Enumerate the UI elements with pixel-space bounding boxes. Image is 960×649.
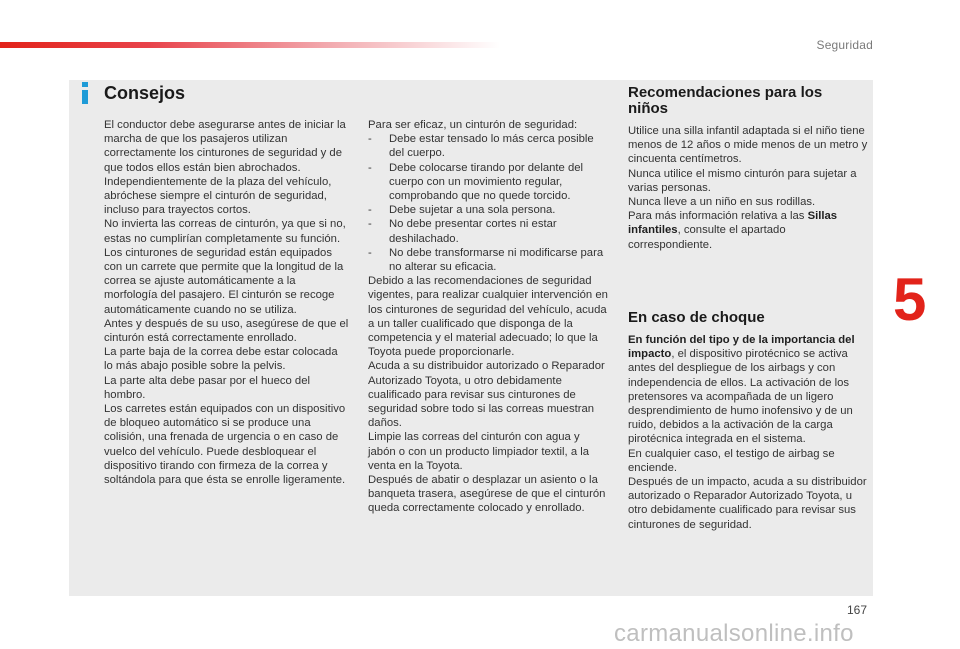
page-number: 167 xyxy=(847,603,868,617)
watermark: carmanualsonline.info xyxy=(614,620,854,647)
chapter-number: 5 xyxy=(893,266,927,333)
paragraph: La parte alta debe pasar por el hueco del hombro. xyxy=(104,374,311,401)
paragraph: Utilice una silla infantil adaptada si el niño tiene menos de 12 años o mide menos de un metro y cincuenta centímetros. xyxy=(628,125,868,166)
paragraph: En función del tipo y de la importancia del impacto, el dispositivo pirotécnico se activa antes del despliegue de los airbags y con independencia de ellos. La activación de los pretensores va acompañada de un ligero desprendimiento de humo inofensivo y de un ruido, debidos a la activación de la carga pirotécnica integrada en el sistema. xyxy=(628,334,855,446)
list-item: - Debe estar tensado lo más cerca posible del cuerpo. xyxy=(368,133,594,160)
consejos-column-2 xyxy=(368,118,608,516)
dash-marker: - xyxy=(368,246,372,259)
list-item: - No debe transformarse ni modificarse para no alterar su eficacia. xyxy=(368,246,604,274)
info-icon xyxy=(78,82,92,104)
paragraph: En cualquier caso, el testigo de airbag se enciende. xyxy=(628,447,835,474)
paragraph: Debido a las recomendaciones de seguridad vigentes, para realizar cualquier intervención en los cinturones de seguridad del vehículo, acuda a un taller cualificado que disponga de la competencia y el material adecuado; lo que la Toyota puede proporcionarle. xyxy=(368,275,608,359)
paragraph: La parte baja de la correa debe estar colocada lo más abajo posible sobre la pelvis. xyxy=(104,346,338,373)
choque-title: En caso de choque xyxy=(628,309,765,326)
dash-marker: - xyxy=(368,218,372,231)
consejos-title: Consejos xyxy=(104,83,186,103)
ninos-section xyxy=(628,124,870,252)
paragraph: Limpie las correas del cinturón con agua y jabón o con un producto limpiador textil, a la venta en la Toyota. xyxy=(368,431,590,472)
dash-marker: - xyxy=(368,133,372,146)
paragraph: Independientemente de la plaza del vehículo, abróchese siempre el cinturón de seguridad, incluso para trayectos cortos. xyxy=(104,175,332,217)
paragraph: Para ser eficaz, un cinturón de seguridad: xyxy=(368,119,578,131)
paragraph: No invierta las correas de cinturón, ya que si no, estas no cumplirían completamente su función. xyxy=(104,218,346,245)
sillas-infantiles-reference: Sillas infantiles xyxy=(628,210,838,237)
list-item: - Debe colocarse tirando por delante del cuerpo con un movimiento regular, comprobando que no quede torcido. xyxy=(368,161,584,203)
paragraph: Antes y después de su uso, asegúrese de que el cinturón está correctamente enrollado. xyxy=(104,317,349,345)
choque-section xyxy=(628,333,872,532)
list-item: - No debe presentar cortes ni estar deshilachado. xyxy=(368,218,557,245)
paragraph: Los cinturones de seguridad están equipados con un carrete que permite que la longitud de la correa se ajuste automáticamente a la morfología del pasajero. El cinturón se recoge automáticamente cuando no se utiliza. xyxy=(104,246,344,316)
dash-marker: - xyxy=(368,161,372,174)
consejos-column-1 xyxy=(104,118,349,487)
paragraph: Para más información relativa a las Sillas infantiles, consulte el apartado correspondiente. xyxy=(628,210,838,251)
paragraph: El conductor debe asegurarse antes de iniciar la marcha de que los pasajeros utilizan correctamente los cinturones de seguridad y de que todos ellos están bien abrochados. xyxy=(104,119,346,174)
dash-marker: - xyxy=(368,204,372,217)
header-accent-bar xyxy=(0,42,500,48)
paragraph: Acuda a su distribuidor autorizado o Reparador Autorizado Toyota, u otro debidamente cualificado para revisar sus cinturones de seguridad sobre todo si las correas muestran daños. xyxy=(368,360,605,430)
paragraph: Nunca utilice el mismo cinturón para sujetar a varias personas. xyxy=(628,167,857,194)
ninos-title: Recomendaciones para los niños xyxy=(628,84,823,117)
paragraph: Después de abatir o desplazar un asiento o la banqueta trasera, asegúrese de que el cinturón queda correctamente colocado y enrollado. xyxy=(368,474,606,515)
section-title: Seguridad xyxy=(816,38,873,52)
paragraph: Los carretes están equipados con un dispositivo de bloqueo automático si se produce una colisión, una frenada de urgencia o en caso de vuelco del vehículo. Puede desbloquear el dispositivo tirando con firmeza de la correa y soltándola para que ésta se enrolle ligeramente. xyxy=(104,403,346,487)
paragraph: Nunca lleve a un niño en sus rodillas. xyxy=(628,196,816,209)
paragraph: Después de un impacto, acuda a su distribuidor autorizado o Reparador Autorizado Toyota, u otro debidamente cualificado para revisar sus cinturones de seguridad. xyxy=(628,476,867,531)
list-item: - Debe sujetar a una sola persona. xyxy=(368,204,556,217)
